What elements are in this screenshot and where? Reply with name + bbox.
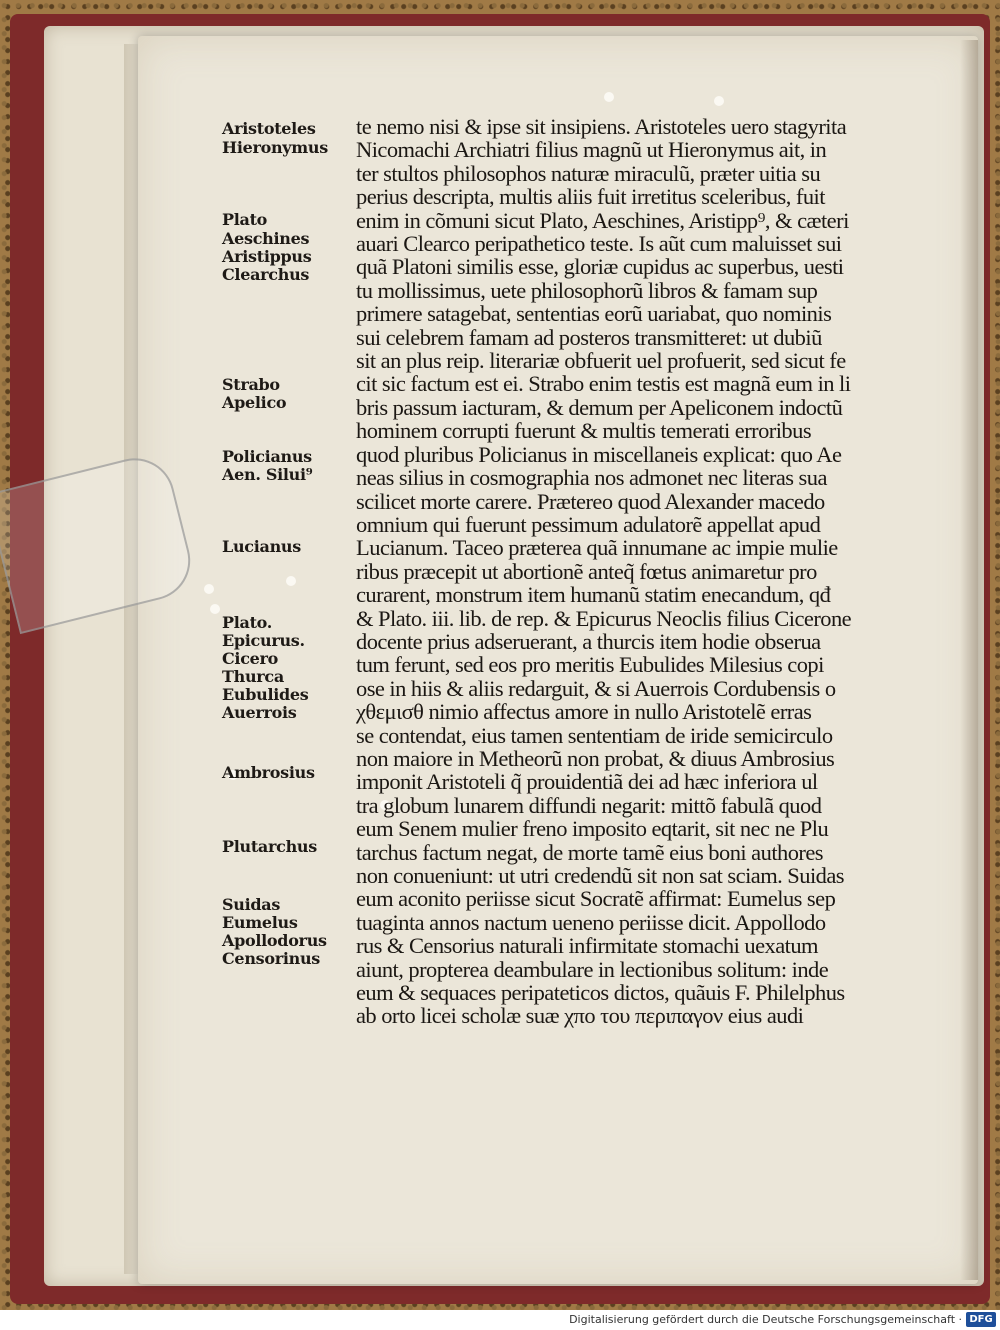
text-line: sit an plus reip. literariæ obfuerit uel profuerit, sed sicut fe [356, 348, 846, 374]
worm-hole [210, 604, 220, 614]
text-line: auari Clearco peripathetico teste. Is aũt cum maluisset sui [356, 231, 842, 257]
text-line: eum & sequaces peripateticos dictos, quãuis F. Philelphus [356, 980, 845, 1006]
digitization-footer [0, 1310, 1000, 1330]
text-line: Nicomachi Archiatri filius magnũ ut Hieronymus ait, in [356, 137, 827, 163]
text-line: eum Senem mulier freno imposito eqtarit, sit nec ne Plu [356, 816, 829, 842]
marginal-note: Aristoteles [222, 119, 316, 138]
text-line: tu mollissimus, uete philosophorũ libros & famam sup [356, 277, 818, 303]
marginal-note: Lucianus [222, 537, 301, 556]
text-line: neas silius in cosmographia nos admonet nec literas sua [356, 465, 827, 491]
marginal-note: Suidas [222, 895, 281, 914]
worm-hole [286, 576, 296, 586]
marginal-note: Plato. [222, 613, 273, 632]
text-line: scilicet morte carere. Prætereo quod Alexander macedo [356, 488, 825, 514]
text-line: eum aconito periisse sicut Socratẽ affirmat: Eumelus sep [356, 886, 836, 912]
marginal-note: Policianus [222, 447, 312, 466]
text-line: tum ferunt, sed eos pro meritis Eubulides Milesius copi [356, 652, 824, 678]
text-line: Lucianum. Taceo præterea quã innumane ac impie mulie [356, 535, 838, 561]
gutter-shadow [960, 40, 978, 1280]
marginal-note: Aristippus [222, 247, 312, 266]
text-line: tra globum lunarem diffundi negarit: mittõ fabulã quod [356, 792, 822, 818]
marginal-note: Auerrois [222, 703, 297, 722]
text-line: omnium qui fuerunt pessimum adulatorẽ appellat apud [356, 511, 821, 537]
text-line: ose in hiis & aliis redarguit, & si Auerrois Cordubensis o [356, 675, 836, 701]
text-line: enim in cõmuni sicut Plato, Aeschines, Aristipp⁹, & cæteri [356, 207, 849, 233]
marginal-note: Clearchus [222, 265, 310, 284]
marginal-note: Eubulides [222, 685, 309, 704]
text-line: aiunt, propterea deambulare in lectionibus solitum: inde [356, 956, 829, 982]
marginal-note: Plutarchus [222, 837, 317, 856]
text-line: quã Platoni similis esse, gloriæ cupidus ac superbus, uesti [356, 254, 844, 280]
text-line: & Plato. iii. lib. de rep. & Epicurus Neoclis filius Cicerone [356, 605, 852, 631]
marginal-note: Thurca [222, 667, 284, 686]
text-line: primere satagebat, sententias eorũ uariabat, quo nominis [356, 301, 832, 327]
marginal-note: Apelico [222, 393, 287, 412]
text-line: bris passum iacturam, & demum per Apeliconem indoctũ [356, 394, 843, 420]
text-line: quod pluribus Policianus in miscellaneis explicat: quo Ae [356, 441, 842, 467]
text-line: non conueniunt: ut utri credendũ sit non sat sciam. Suidas [356, 863, 845, 888]
text-line: perius descripta, multis aliis fuit irretitus sceleribus, fuit [356, 184, 825, 210]
text-line: ter stultos philosophos naturæ miraculũ, præter uitia su [356, 160, 821, 186]
marginal-note: Aeschines [222, 229, 310, 248]
text-line: hominem corrupti fuerunt & multis temerati erroribus [356, 418, 812, 444]
body-text [356, 115, 932, 1028]
marginal-note: Eumelus [222, 913, 298, 932]
text-line: curarent, monstrum item humanũ statim enecandum, qđ [356, 582, 831, 608]
marginal-note: Epicurus. [222, 631, 305, 650]
text-line: se contendat, eius tamen sententiam de iride semicirculo [356, 722, 833, 748]
marginal-note: Censorinus [222, 949, 321, 968]
text-line: tarchus factum negat, de morte tamẽ eius boni authores [356, 839, 824, 865]
marginal-note: Strabo [222, 375, 280, 394]
worm-hole [204, 584, 214, 594]
text-line: non maiore in Metheorũ non probat, & diuus Ambrosius [356, 745, 835, 771]
text-line: tuaginta annos nactum ueneno periisse dicit. Appollodo [356, 909, 826, 935]
marginal-note: Aen. Silui⁹ [222, 465, 313, 484]
text-line: rus & Censorius naturali infirmitate stomachi uexatum [356, 933, 818, 959]
marginal-note: Apollodorus [222, 931, 327, 950]
text-line: te nemo nisi & ipse sit insipiens. Aristoteles uero stagyrita [356, 114, 847, 139]
dfg-logo: DFG [966, 1312, 996, 1327]
marginal-note: Hieronymus [222, 138, 328, 157]
worm-hole [714, 96, 724, 106]
text-line: ab orto licei scholæ suæ χπο του περιπαγον eius audi [356, 1003, 804, 1029]
text-line: imponit Aristoteli q̃ prouidentiã dei ad hæc inferiora ul [356, 769, 818, 795]
text-line: docente prius adseruerant, a thurcis item hodie obserua [356, 628, 821, 654]
text-line: sui celebrem famam ad posteros transmitteret: ut dubiũ [356, 324, 822, 350]
worm-hole [604, 92, 614, 102]
marginal-note: Ambrosius [222, 763, 315, 782]
text-line: χθεμισθ nimio affectus amore in nullo Aristotelẽ erras [356, 699, 812, 725]
footer-credit: Digitalisierung gefördert durch die Deutsche Forschungsgemeinschaft · [569, 1313, 962, 1326]
marginal-note: Plato [222, 210, 268, 229]
text-line: cit sic factum est ei. Strabo enim testis est magnã eum in li [356, 371, 851, 397]
marginal-note: Cicero [222, 649, 279, 668]
text-line: ribus præcepit ut abortionẽ anteq̃ fœtus animaretur pro [356, 558, 817, 584]
